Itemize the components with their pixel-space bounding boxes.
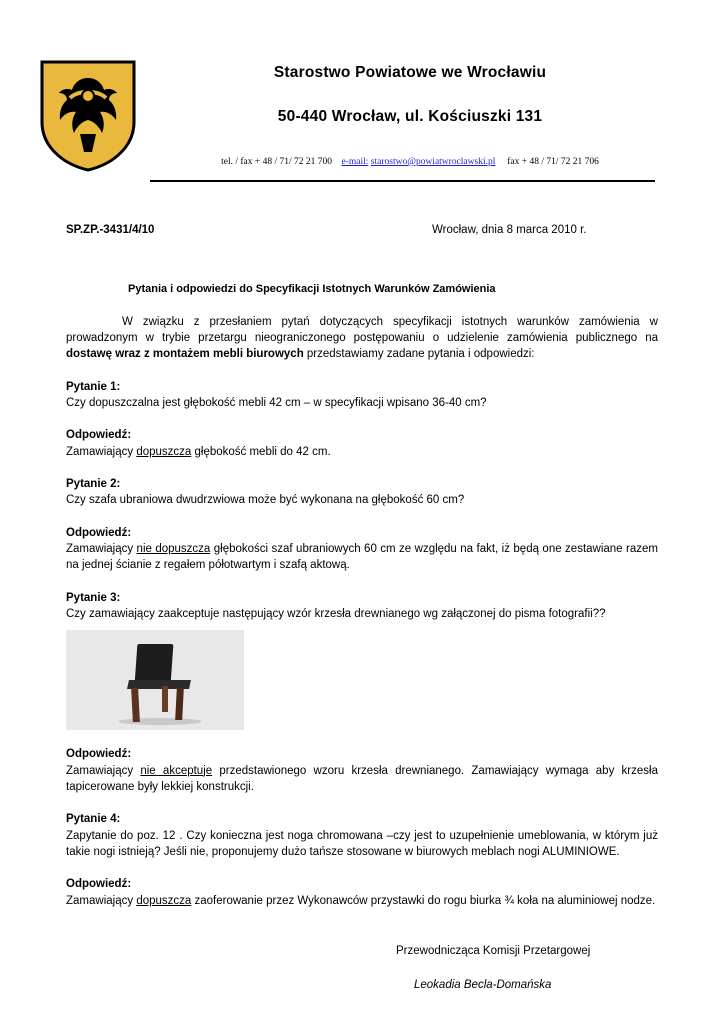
answer-2-underlined: nie dopuszcza <box>136 542 211 555</box>
place-and-date: Wrocław, dnia 8 marca 2010 r. <box>432 224 587 236</box>
answer-1-underlined: dopuszcza <box>136 445 192 458</box>
answer-text-2 <box>66 541 658 574</box>
chair-leg-front-right <box>175 688 184 720</box>
answer-3-underlined: nie akceptuje <box>140 764 213 777</box>
question-label-2: Pytanie 2: <box>66 477 121 490</box>
answer-text-3 <box>66 763 658 796</box>
answer-3-pre: Zamawiający <box>66 764 141 777</box>
document-body <box>66 222 658 993</box>
question-text-2: Czy szafa ubraniowa dwudrzwiowa może być wykonana na głębokość 60 cm? <box>66 494 465 507</box>
question-label-4: Pytanie 4: <box>66 813 121 826</box>
document-title: Pytania i odpowiedzi do Specyfikacji Istotnych Warunków Zamówienia <box>128 283 496 295</box>
question-text-3: Czy zamawiający zaakceptuje następujący wzór krzesła drewnianego wg załączonej do pisma fotografii?? <box>66 607 606 620</box>
document-header <box>0 52 724 192</box>
answer-1-post: głębokość mebli do 42 cm. <box>191 445 331 458</box>
coat-of-arms-icon <box>40 60 136 172</box>
answer-label-4: Odpowiedź: <box>66 878 132 891</box>
chair-shadow <box>118 718 202 725</box>
answer-4-underlined: dopuszcza <box>136 894 192 907</box>
intro-paragraph <box>66 314 658 363</box>
header-contact-line <box>150 157 670 167</box>
contact-phone: tel. / fax + 48 / 71/ 72 21 700 <box>221 157 332 167</box>
intro-text-bold: dostawę wraz z montażem mebli biurowych <box>66 348 304 361</box>
answer-text-1 <box>66 444 658 460</box>
answer-2-pre: Zamawiający <box>66 542 137 555</box>
header-titles <box>150 64 670 126</box>
intro-text-part2: przedstawiamy zadane pytania i odpowiedzi: <box>303 348 535 361</box>
answer-4-pre: Zamawiający <box>66 894 137 907</box>
office-address: 50-440 Wrocław, ul. Kościuszki 131 <box>277 108 543 125</box>
contact-email-label: e-mail: <box>341 157 369 167</box>
question-label-1: Pytanie 1: <box>66 380 121 393</box>
document-reference: SP.ZP.-3431/4/10 <box>66 224 155 236</box>
answer-3-post: przedstawionego wzoru krzesła drewnianego. Zamawiający wymaga aby krzesła tapicerowane były lekkiej konstrukcji. <box>66 764 658 793</box>
reference-row <box>66 222 658 240</box>
signature-role: Przewodnicząca Komisji Przetargowej <box>396 944 591 957</box>
answer-text-4 <box>66 893 658 909</box>
header-divider <box>150 180 655 182</box>
chair-photo <box>66 630 244 730</box>
signature-name: Leokadia Becla-Domańska <box>414 979 552 992</box>
office-name: Starostwo Powiatowe we Wrocławiu <box>273 64 547 81</box>
question-text-4: Zapytanie do poz. 12 . Czy konieczna jest noga chromowana –czy jest to uzupełnienie umeblowania, w którym już takie nogi istnieją? Jeśli nie, proponujemy dużo tańsze stosowane w biurowych meblach nogi ALUMINIOWE. <box>66 829 658 858</box>
answer-label-1: Odpowiedź: <box>66 429 132 442</box>
answer-4-post: zaoferowanie przez Wykonawców przystawki do rogu biurka ¾ koła na aluminiowej nodze. <box>191 894 656 907</box>
question-label-3: Pytanie 3: <box>66 591 121 604</box>
chair-backrest <box>135 644 174 684</box>
question-text-1: Czy dopuszczalna jest głębokość mebli 42 cm – w specyfikacji wpisano 36-40 cm? <box>66 396 487 409</box>
contact-email[interactable]: starostwo@powiatwroclawski.pl <box>370 157 496 167</box>
answer-1-pre: Zamawiający <box>66 445 137 458</box>
answer-label-3: Odpowiedź: <box>66 748 132 761</box>
chair-leg-front-left <box>131 688 140 722</box>
answer-2-post: głębokości szaf ubraniowych 60 cm ze względu na fakt, iż będą one zestawiane razem na jednej ścianie z regałem półotwartym i szafą aktową. <box>66 542 658 572</box>
chair-leg-rear <box>162 686 168 712</box>
intro-text-part1: W związku z przesłaniem pytań dotyczących specyfikacji istotnych warunków zamówienia w prowadzonym w trybie przetargu nieograniczonego postępowaniu o udzielenie zamówienia publicznego na <box>66 315 658 344</box>
contact-fax: fax + 48 / 71/ 72 21 706 <box>507 157 599 167</box>
answer-label-2: Odpowiedź: <box>66 526 132 539</box>
